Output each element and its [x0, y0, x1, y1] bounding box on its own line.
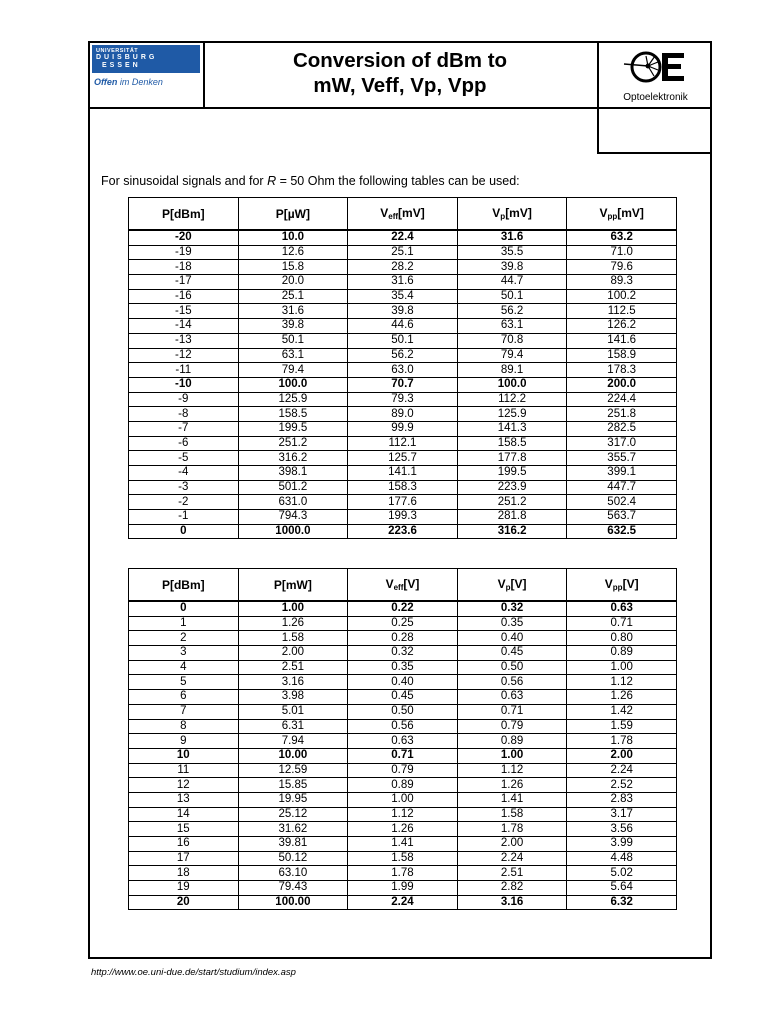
table-cell: 99.9	[348, 421, 458, 436]
table-cell: -12	[129, 348, 239, 363]
table-row	[129, 822, 677, 837]
table-cell: 2.24	[567, 763, 677, 778]
university-slogan	[94, 77, 163, 87]
table-cell: 79.6	[567, 260, 677, 275]
table-cell: 158.9	[567, 348, 677, 363]
table-row	[129, 230, 677, 245]
intro-before: For sinusoidal signals and for	[101, 174, 268, 188]
table-cell: 12.59	[238, 763, 348, 778]
table-cell: 20	[129, 895, 239, 910]
table-cell: 2.00	[457, 837, 567, 852]
table-cell: 35.4	[348, 289, 458, 304]
table-cell: 794.3	[238, 510, 348, 525]
table-cell: -20	[129, 230, 239, 245]
table-cell: 158.3	[348, 480, 458, 495]
table-row	[129, 675, 677, 690]
slogan-bold: Offen	[94, 77, 118, 87]
table-cell: -9	[129, 392, 239, 407]
table-cell: 13	[129, 792, 239, 807]
intro-text	[101, 174, 520, 188]
dbm-to-mw-table	[128, 568, 677, 910]
table-row	[129, 660, 677, 675]
dept-label: Optoelektronik	[623, 92, 688, 103]
table-cell: 17	[129, 851, 239, 866]
table-row	[129, 304, 677, 319]
table-cell: 0.89	[567, 646, 677, 661]
table-cell: 223.6	[348, 524, 458, 539]
intro-after: = 50 Ohm the following tables can be used:	[276, 174, 520, 188]
table-cell: 28.2	[348, 260, 458, 275]
table-cell: 282.5	[567, 421, 677, 436]
table-row	[129, 524, 677, 539]
table-cell: 0.50	[457, 660, 567, 675]
table-cell: 2.52	[567, 778, 677, 793]
table-cell: 5	[129, 675, 239, 690]
table-cell: 3.16	[457, 895, 567, 910]
table-row	[129, 763, 677, 778]
table-cell: 632.5	[567, 524, 677, 539]
table-cell: 1.00	[567, 660, 677, 675]
table-cell: 1.00	[348, 792, 458, 807]
table-cell: 1.41	[457, 792, 567, 807]
table-cell: 100.2	[567, 289, 677, 304]
table-cell: 63.0	[348, 363, 458, 378]
table-cell: 281.8	[457, 510, 567, 525]
slogan-rest: im Denken	[117, 77, 163, 87]
table-cell: 22.4	[348, 230, 458, 245]
table-cell: 7.94	[238, 734, 348, 749]
table-cell: 0.63	[457, 690, 567, 705]
table-cell: 2.51	[238, 660, 348, 675]
table-row	[129, 392, 677, 407]
table-cell: 2.00	[238, 646, 348, 661]
table-cell: 398.1	[238, 466, 348, 481]
optoelektronik-logo-icon	[622, 44, 692, 90]
table-cell: 355.7	[567, 451, 677, 466]
table-cell: -10	[129, 377, 239, 392]
table-row	[129, 436, 677, 451]
table-cell: -5	[129, 451, 239, 466]
table-cell: 20.0	[238, 275, 348, 290]
column-header: $V_{pp}[V]$	[567, 569, 677, 602]
table-cell: 25.1	[238, 289, 348, 304]
table-header-row	[129, 569, 677, 602]
table-cell: 125.9	[457, 407, 567, 422]
table-cell: 112.2	[457, 392, 567, 407]
table-cell: 1.00	[457, 748, 567, 763]
table-cell: 89.1	[457, 363, 567, 378]
table-cell: 10	[129, 748, 239, 763]
table-cell: 3.56	[567, 822, 677, 837]
table-cell: 224.4	[567, 392, 677, 407]
table-row	[129, 245, 677, 260]
table-cell: 3.98	[238, 690, 348, 705]
table-cell: 44.6	[348, 319, 458, 334]
table-cell: 3.99	[567, 837, 677, 852]
table-cell: 100.0	[238, 377, 348, 392]
table-cell: 0.56	[348, 719, 458, 734]
table-row	[129, 690, 677, 705]
table-row	[129, 377, 677, 392]
table-cell: 125.7	[348, 451, 458, 466]
table-cell: 141.1	[348, 466, 458, 481]
table-row	[129, 348, 677, 363]
table-row	[129, 895, 677, 910]
table-cell: 2.00	[567, 748, 677, 763]
table-cell: 251.2	[238, 436, 348, 451]
table-cell: 18	[129, 866, 239, 881]
table-cell: 9	[129, 734, 239, 749]
table-cell: 1.26	[567, 690, 677, 705]
table-cell: -1	[129, 510, 239, 525]
table-cell: 399.1	[567, 466, 677, 481]
table-cell: -2	[129, 495, 239, 510]
table-row	[129, 495, 677, 510]
table-cell: 31.6	[348, 275, 458, 290]
table-cell: 2.24	[457, 851, 567, 866]
table-cell: 1.00	[238, 601, 348, 616]
table-cell: 5.02	[567, 866, 677, 881]
table-cell: 1.58	[348, 851, 458, 866]
column-header: P[µW]	[238, 198, 348, 231]
table-cell: -15	[129, 304, 239, 319]
table-cell: 1.26	[238, 616, 348, 631]
table-cell: 0.35	[348, 660, 458, 675]
table-cell: 199.5	[457, 466, 567, 481]
table-cell: 1.12	[348, 807, 458, 822]
table-row	[129, 646, 677, 661]
table-cell: 126.2	[567, 319, 677, 334]
table-cell: 223.9	[457, 480, 567, 495]
table-cell: -17	[129, 275, 239, 290]
table-cell: 15	[129, 822, 239, 837]
table-cell: 2.83	[567, 792, 677, 807]
table-cell: 100.00	[238, 895, 348, 910]
table-row	[129, 851, 677, 866]
table-cell: 0.32	[457, 601, 567, 616]
table-cell: 1.12	[567, 675, 677, 690]
column-header: $V_p[mV]$	[457, 198, 567, 231]
table-cell: 158.5	[457, 436, 567, 451]
table-cell: 50.1	[238, 333, 348, 348]
table-cell: 563.7	[567, 510, 677, 525]
table-cell: 12.6	[238, 245, 348, 260]
table-cell: 0.35	[457, 616, 567, 631]
table-cell: 25.1	[348, 245, 458, 260]
table-cell: 0.80	[567, 631, 677, 646]
table-cell: 79.4	[238, 363, 348, 378]
table-cell: 70.7	[348, 377, 458, 392]
table-cell: 50.12	[238, 851, 348, 866]
table-row	[129, 319, 677, 334]
table-cell: 251.8	[567, 407, 677, 422]
table-cell: 0.89	[457, 734, 567, 749]
table-cell: 199.5	[238, 421, 348, 436]
table-cell: 0	[129, 601, 239, 616]
table-cell: 89.0	[348, 407, 458, 422]
university-logo-line2: DUISBURG	[96, 54, 158, 61]
table-cell: 10.0	[238, 230, 348, 245]
table-cell: 0.45	[348, 690, 458, 705]
table-cell: -13	[129, 333, 239, 348]
table-cell: 447.7	[567, 480, 677, 495]
table-cell: 63.10	[238, 866, 348, 881]
column-header: $V_{eff}[mV]$	[348, 198, 458, 231]
table-cell: 56.2	[457, 304, 567, 319]
table-cell: 316.2	[238, 451, 348, 466]
table-cell: 1.59	[567, 719, 677, 734]
table-row	[129, 881, 677, 896]
table-cell: -8	[129, 407, 239, 422]
table-cell: 5.01	[238, 704, 348, 719]
table-cell: 100.0	[457, 377, 567, 392]
table-cell: 317.0	[567, 436, 677, 451]
table-cell: 0.28	[348, 631, 458, 646]
table-row	[129, 734, 677, 749]
table-cell: 31.6	[457, 230, 567, 245]
table-cell: -11	[129, 363, 239, 378]
table-row	[129, 616, 677, 631]
table-row	[129, 601, 677, 616]
column-header: P[mW]	[238, 569, 348, 602]
table-cell: 0.40	[348, 675, 458, 690]
table-cell: 1.78	[567, 734, 677, 749]
table-row	[129, 510, 677, 525]
table-cell: 1.42	[567, 704, 677, 719]
table-row	[129, 807, 677, 822]
table-cell: 0.63	[348, 734, 458, 749]
table-cell: 25.12	[238, 807, 348, 822]
table-row	[129, 275, 677, 290]
table-cell: 63.2	[567, 230, 677, 245]
table-row	[129, 792, 677, 807]
table-cell: 0.89	[348, 778, 458, 793]
table-row	[129, 363, 677, 378]
table-cell: 19.95	[238, 792, 348, 807]
table-cell: 0.45	[457, 646, 567, 661]
table-row	[129, 260, 677, 275]
table-cell: 200.0	[567, 377, 677, 392]
table-cell: 3.16	[238, 675, 348, 690]
table-cell: 35.5	[457, 245, 567, 260]
table-cell: 2	[129, 631, 239, 646]
table-cell: 125.9	[238, 392, 348, 407]
table-cell: 39.8	[238, 319, 348, 334]
page-title-line1: Conversion of dBm to	[292, 49, 508, 72]
table-cell: 1.26	[348, 822, 458, 837]
table-cell: 141.3	[457, 421, 567, 436]
table-cell: 112.1	[348, 436, 458, 451]
table-cell: 2.51	[457, 866, 567, 881]
intro-var: R	[267, 174, 277, 188]
table-cell: 63.1	[457, 319, 567, 334]
table-cell: 141.6	[567, 333, 677, 348]
table-cell: 70.8	[457, 333, 567, 348]
table-cell: -7	[129, 421, 239, 436]
header-right-divider	[599, 107, 712, 109]
table-cell: 8	[129, 719, 239, 734]
table-cell: 19	[129, 881, 239, 896]
table-cell: 1.12	[457, 763, 567, 778]
table-cell: -19	[129, 245, 239, 260]
table-header-row	[129, 198, 677, 231]
table-row	[129, 866, 677, 881]
table-cell: 0.32	[348, 646, 458, 661]
table-cell: 1000.0	[238, 524, 348, 539]
table-cell: 158.5	[238, 407, 348, 422]
table-cell: -14	[129, 319, 239, 334]
table-cell: 0.63	[567, 601, 677, 616]
table-cell: 39.81	[238, 837, 348, 852]
table-cell: 1.58	[238, 631, 348, 646]
page-title-line2: mW, Veff, Vp, Vpp	[313, 74, 487, 97]
column-header: $V_{eff}[V]$	[348, 569, 458, 602]
column-header: $V_p[V]$	[457, 569, 567, 602]
table-cell: 0.71	[457, 704, 567, 719]
table-cell: 10.00	[238, 748, 348, 763]
table-cell: 631.0	[238, 495, 348, 510]
table-cell: 502.4	[567, 495, 677, 510]
university-logo-line1: UNIVERSITÄT	[96, 48, 139, 54]
table-cell: 7	[129, 704, 239, 719]
table-row	[129, 748, 677, 763]
table-row	[129, 631, 677, 646]
table-cell: 71.0	[567, 245, 677, 260]
table-cell: 4.48	[567, 851, 677, 866]
table-cell: 0.22	[348, 601, 458, 616]
table-row	[129, 421, 677, 436]
table-cell: 31.62	[238, 822, 348, 837]
table-body	[129, 601, 677, 910]
table-cell: 1.26	[457, 778, 567, 793]
table-cell: 2.82	[457, 881, 567, 896]
table-row	[129, 704, 677, 719]
table-row	[129, 480, 677, 495]
table-cell: -6	[129, 436, 239, 451]
university-logo	[92, 45, 200, 73]
table-cell: 6.32	[567, 895, 677, 910]
table-cell: 1.58	[457, 807, 567, 822]
table-cell: -16	[129, 289, 239, 304]
table-cell: 2.24	[348, 895, 458, 910]
table-cell: 5.64	[567, 881, 677, 896]
table-cell: 1.41	[348, 837, 458, 852]
table-cell: 15.85	[238, 778, 348, 793]
university-logo-line3: ESSEN	[102, 62, 141, 69]
header-divider	[88, 107, 598, 109]
column-header: P[dBm]	[129, 569, 239, 602]
table-cell: 39.8	[457, 260, 567, 275]
table-cell: 14	[129, 807, 239, 822]
table-cell: 0.79	[457, 719, 567, 734]
table-cell: 0	[129, 524, 239, 539]
table-cell: 112.5	[567, 304, 677, 319]
table-row	[129, 778, 677, 793]
table-row	[129, 466, 677, 481]
table-cell: 39.8	[348, 304, 458, 319]
table-cell: 3.17	[567, 807, 677, 822]
footer-url[interactable]: http://www.oe.uni-due.de/start/studium/index.asp	[91, 967, 296, 978]
table-cell: 56.2	[348, 348, 458, 363]
table-row	[129, 837, 677, 852]
table-body	[129, 230, 677, 539]
table-cell: 0.56	[457, 675, 567, 690]
column-header: P[dBm]	[129, 198, 239, 231]
table-cell: 177.8	[457, 451, 567, 466]
table-cell: 3	[129, 646, 239, 661]
column-header: $V_{pp}[mV]$	[567, 198, 677, 231]
table-cell: 79.3	[348, 392, 458, 407]
table-cell: 50.1	[348, 333, 458, 348]
table-cell: -18	[129, 260, 239, 275]
table-cell: -4	[129, 466, 239, 481]
table-row	[129, 719, 677, 734]
table-cell: 0.40	[457, 631, 567, 646]
table-cell: 1.99	[348, 881, 458, 896]
table-cell: 0.50	[348, 704, 458, 719]
table-cell: 12	[129, 778, 239, 793]
table-cell: 0.71	[348, 748, 458, 763]
table-cell: 15.8	[238, 260, 348, 275]
table-cell: 4	[129, 660, 239, 675]
table-cell: 316.2	[457, 524, 567, 539]
table-row	[129, 407, 677, 422]
table-cell: 501.2	[238, 480, 348, 495]
table-cell: 0.79	[348, 763, 458, 778]
table-cell: 79.43	[238, 881, 348, 896]
table-cell: 79.4	[457, 348, 567, 363]
table-cell: 199.3	[348, 510, 458, 525]
table-row	[129, 451, 677, 466]
table-cell: 16	[129, 837, 239, 852]
page-title	[205, 48, 595, 98]
dbm-to-uw-table	[128, 197, 677, 539]
table-cell: 177.6	[348, 495, 458, 510]
table-cell: 6	[129, 690, 239, 705]
table-cell: 31.6	[238, 304, 348, 319]
table-row	[129, 289, 677, 304]
table-cell: 89.3	[567, 275, 677, 290]
table-cell: -3	[129, 480, 239, 495]
table-row	[129, 333, 677, 348]
table-cell: 44.7	[457, 275, 567, 290]
table-cell: 0.71	[567, 616, 677, 631]
table-cell: 50.1	[457, 289, 567, 304]
table-cell: 0.25	[348, 616, 458, 631]
table-cell: 251.2	[457, 495, 567, 510]
table-cell: 1.78	[457, 822, 567, 837]
table-cell: 63.1	[238, 348, 348, 363]
table-cell: 6.31	[238, 719, 348, 734]
table-cell: 1	[129, 616, 239, 631]
table-cell: 178.3	[567, 363, 677, 378]
table-cell: 11	[129, 763, 239, 778]
table-cell: 1.78	[348, 866, 458, 881]
